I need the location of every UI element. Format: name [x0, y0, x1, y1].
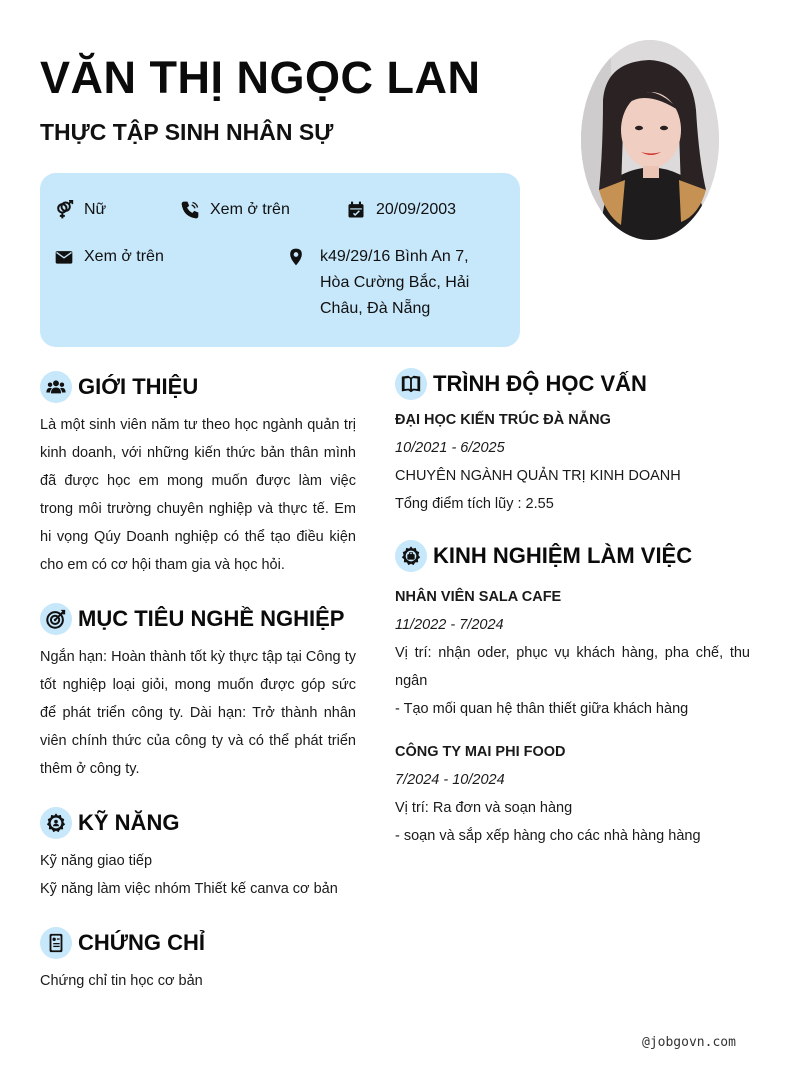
education-period: 10/2021 - 6/2025 [395, 440, 505, 456]
about-text: Là một sinh viên năm tư theo học ngành quản trị kinh doanh, với những kiến thức bản thân mình đã được học em mong muốn được làm việc trong môi trường chuyên nghiệp và thực tế. Em hi vọng Qúy Doanh nghiệp có thể tạo điều kiện cho em có cơ hội tham gia và học hỏi. [40, 417, 356, 573]
objective-heading: MỤC TIÊU NGHỀ NGHIỆP [78, 606, 345, 631]
job-title: THỰC TẬP SINH NHÂN SỰ [40, 119, 334, 145]
email-item [54, 244, 164, 270]
email-value: Xem ở trên [84, 248, 164, 265]
gender-icon [54, 197, 76, 223]
experience-entry [395, 583, 750, 723]
phone-icon [180, 197, 202, 223]
experience-section-header [395, 540, 692, 572]
skills-heading: KỸ NĂNG [78, 810, 180, 835]
school-name: ĐẠI HỌC KIẾN TRÚC ĐÀ NẴNG [395, 412, 611, 428]
experience-heading: KINH NGHIỆM LÀM VIỆC [433, 543, 693, 568]
calendar-icon [346, 197, 368, 223]
certificates-section-header [40, 927, 205, 959]
gender-value: Nữ [84, 201, 107, 218]
objective-text: Ngắn hạn: Hoàn thành tốt kỳ thực tập tại Công ty tốt nghiệp loại giỏi, mong muốn được góp sức để phát triển công ty. Dài hạn: Trở thành nhân viên chính thức của công ty và có thể phát triển thêm ở công ty. [40, 649, 356, 777]
skill-item: Kỹ năng làm việc nhóm Thiết kế canva cơ bản [40, 881, 338, 897]
job-period: 11/2022 - 7/2024 [395, 617, 504, 633]
candidate-name: VĂN THỊ NGỌC LAN [40, 52, 481, 103]
job-detail: - Tạo mối quan hệ thân thiết giữa khách hàng [395, 701, 689, 717]
objective-section-header [40, 603, 344, 635]
education-heading: TRÌNH ĐỘ HỌC VẤN [433, 371, 647, 396]
address-value [320, 244, 505, 322]
education-gpa: Tổng điểm tích lũy : 2.55 [395, 496, 554, 512]
company-name: CÔNG TY MAI PHI FOOD [395, 744, 566, 760]
gear-person-icon [40, 807, 72, 839]
people-icon [40, 371, 72, 403]
address-line: k49/29/16 Bình An 7, [320, 248, 469, 265]
skill-item: Kỹ năng giao tiếp [40, 853, 153, 869]
location-icon [286, 244, 308, 270]
education-section-header [395, 368, 647, 400]
experience-entry [395, 738, 750, 850]
book-icon [395, 368, 427, 400]
phone-item [180, 197, 290, 223]
target-icon [40, 603, 72, 635]
mail-icon [54, 244, 76, 270]
job-period: 7/2024 - 10/2024 [395, 772, 505, 788]
certificate-icon [40, 927, 72, 959]
company-name: NHÂN VIÊN SALA CAFE [395, 589, 562, 605]
certificates-heading: CHỨNG CHỈ [78, 930, 206, 955]
phone-value: Xem ở trên [210, 201, 290, 218]
avatar [581, 40, 719, 240]
address-item [286, 244, 505, 322]
job-detail: - soạn và sắp xếp hàng cho các nhà hàng hàng [395, 828, 701, 844]
about-section-header [40, 371, 198, 403]
address-line: Hòa Cường Bắc, Hải [320, 274, 470, 291]
skills-section-header [40, 807, 179, 839]
watermark: @jobgovn.com [642, 1035, 736, 1050]
gear-briefcase-icon [395, 540, 427, 572]
birthday-item [346, 197, 456, 223]
contact-info-box [40, 173, 520, 347]
gender-item [54, 197, 106, 223]
address-line: Châu, Đà Nẵng [320, 300, 431, 317]
certificate-item: Chứng chỉ tin học cơ bản [40, 973, 203, 989]
job-role: Vị trí: nhận oder, phục vụ khách hàng, pha chế, thu ngân [395, 645, 750, 689]
job-role: Vị trí: Ra đơn và soạn hàng [395, 800, 573, 816]
education-major: CHUYÊN NGÀNH QUẢN TRỊ KINH DOANH [395, 468, 681, 484]
education-entry [395, 406, 750, 518]
about-heading: GIỚI THIỆU [78, 374, 199, 399]
birthday-value: 20/09/2003 [376, 201, 457, 218]
